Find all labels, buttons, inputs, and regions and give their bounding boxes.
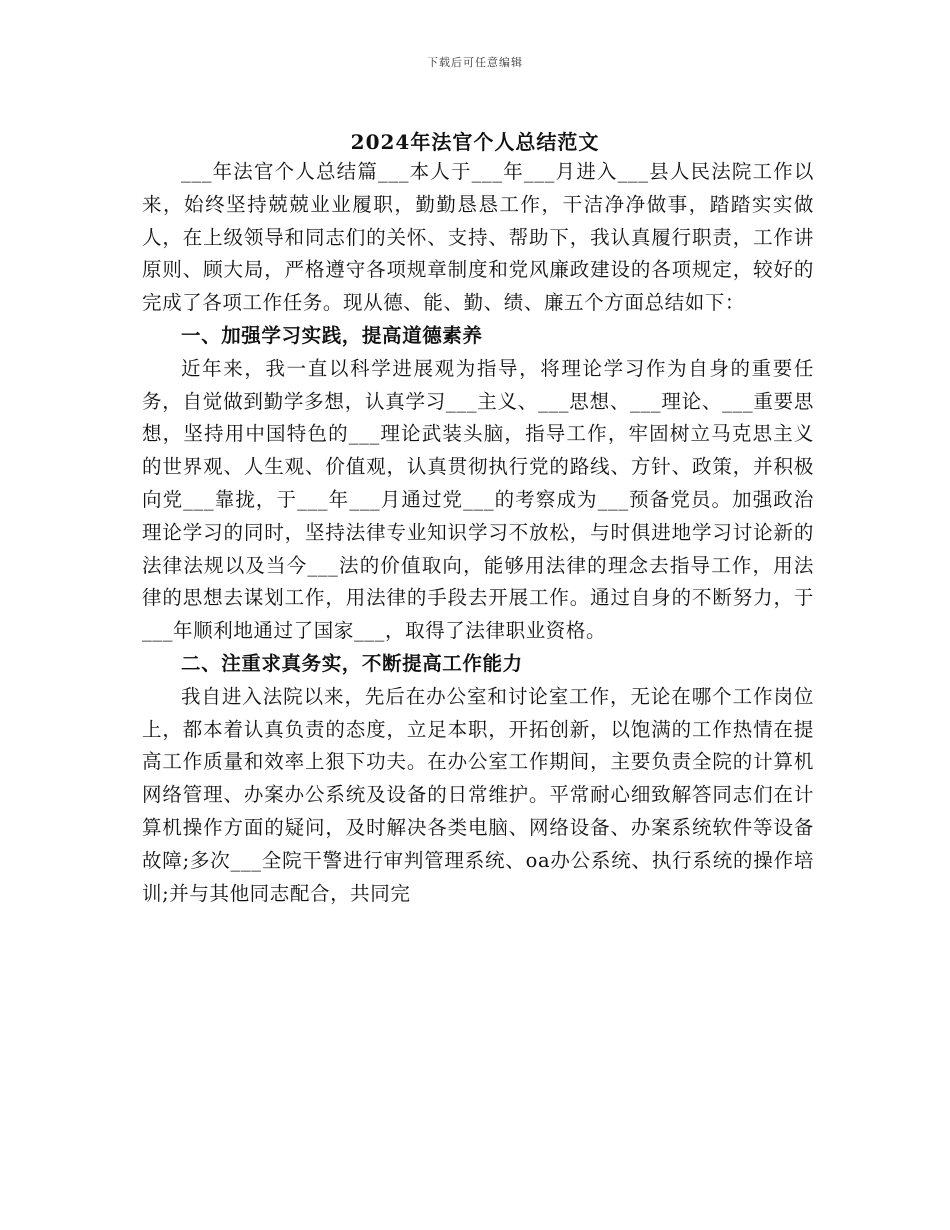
intro-paragraph: ___年法官个人总结篇___本人于___年___月进入___县人民法院工作以来，始终坚持兢兢业业履职，勤勤恳恳工作，干洁净净做事，踏踏实实做人，在上级领导和同志们的关怀、支持、帮助下，我认真履行职责，工作讲原则、顾大局，严格遵守各项规章制度和党风廉政建设的各项规定，较好的完成了各项工作任务。现从德、能、勤、绩、廉五个方面总结如下： — [142, 160, 814, 315]
document-title: 2024年法官个人总结范文 — [350, 130, 600, 154]
section-2-heading: 二、注重求真务实，不断提高工作能力 — [181, 651, 523, 675]
section-2-paragraph: 我自进入法院以来，先后在办公室和讨论室工作，无论在哪个工作岗位上，都本着认真负责的态度，立足本职，开拓创新，以饱满的工作热情在提高工作质量和效率上狠下功夫。在办公室工作期间，主要负责全院的计算机网络管理、办案办公系统及设备的日常维护。平常耐心细致解答同志们在计算机操作方面的疑问，及时解决各类电脑、网络设备、办案系统软件等设备故障;多次___全院干警进行审判管理系统、oa办公系统、执行系统的操作培训;并与其他同志配合，共同完 — [142, 684, 814, 905]
header-note: 下载后可任意编辑 — [427, 56, 523, 69]
section-1-paragraph: 近年来，我一直以科学进展观为指导，将理论学习作为自身的重要任务，自觉做到勤学多想，认真学习___主义、___思想、___理论、___重要思想，坚持用中国特色的___理论武装头脑，指导工作，牢固树立马克思主义的世界观、人生观、价值观，认真贯彻执行党的路线、方针、政策，并积极向党___靠拢，于___年___月通过党___的考察成为___预备党员。加强政治理论学习的同时，坚持法律专业知识学习不放松，与时俱进地学习讨论新的法律法规以及当今___法的价值取向，能够用法律的理念去指导工作，用法律的思想去谋划工作，用法律的手段去开展工作。通过自身的不断努力，于___年顺利地通过了国家___，取得了法律职业资格。 — [142, 356, 814, 643]
document-body — [142, 156, 814, 910]
section-1-heading: 一、加强学习实践，提高道德素养 — [181, 323, 483, 347]
